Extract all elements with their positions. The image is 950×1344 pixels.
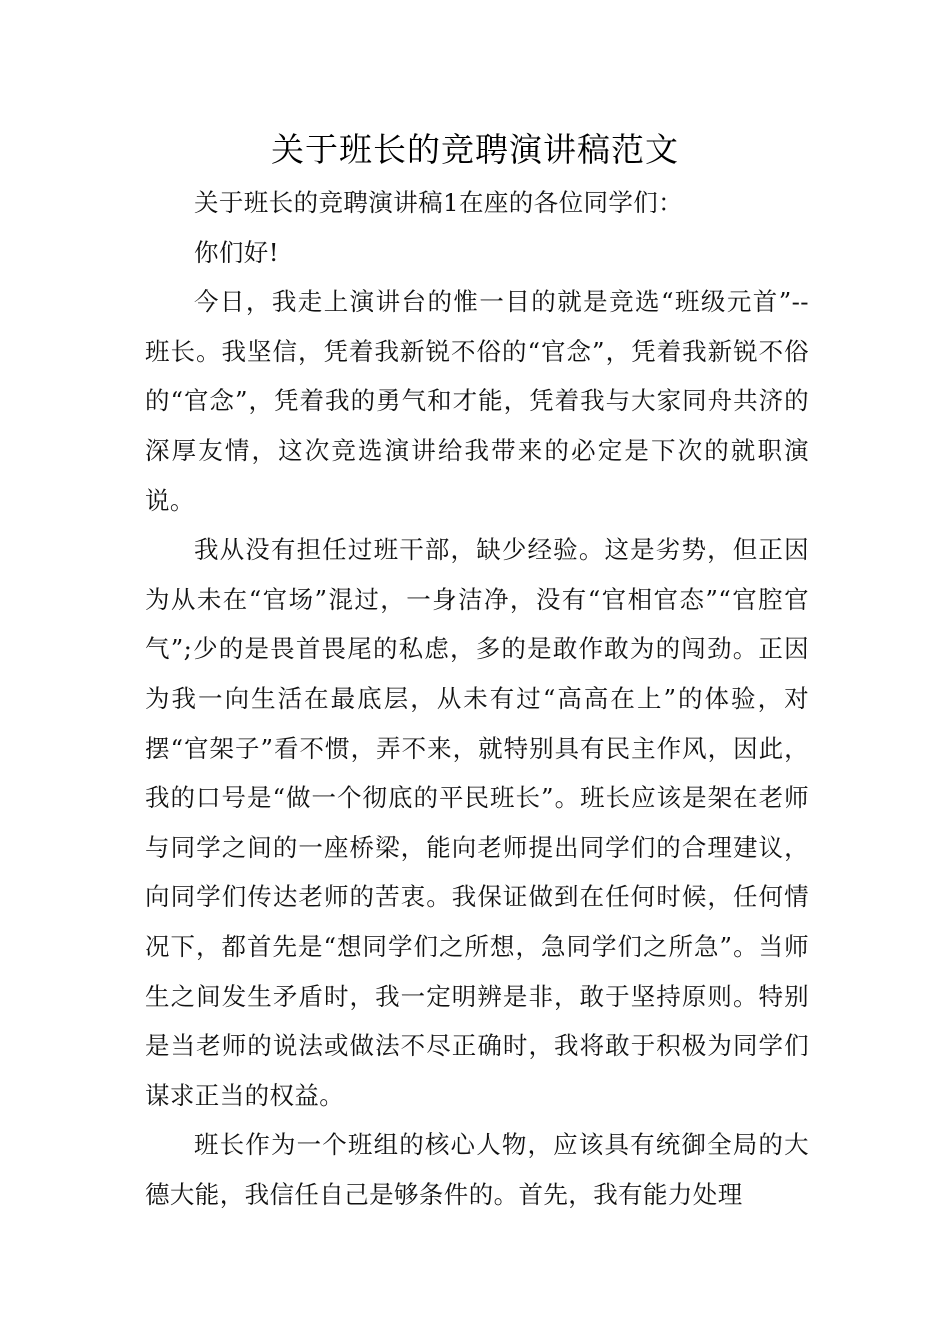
paragraph-greeting: 你们好! — [194, 237, 279, 267]
paragraph-qualities: 班长作为一个班组的核心人物，应该具有统御全局的大德大能，我信任自己是够条件的。首先，我有能力处理 — [145, 1130, 809, 1209]
document-body — [145, 178, 809, 1219]
paragraph-purpose: 今日，我走上演讲台的惟一目的就是竞选“班级元首”--班长。我坚信，凭着我新锐不俗的“官念”，凭着我新锐不俗的“官念”，凭着我的勇气和才能，凭着我与大家同舟共济的深厚友情，这次竞选演讲给我带来的必定是下次的就职演说。 — [145, 287, 809, 515]
paragraph-experience: 我从没有担任过班干部，缺少经验。这是劣势，但正因为从未在“官场”混过，一身洁净，没有“官相官态”“官腔官气”;少的是畏首畏尾的私虑，多的是敢作敢为的闯劲。正因为我一向生活在最底层，从未有过“高高在上”的体验，对摆“官架子”看不惯，弄不来，就特别具有民主作风，因此，我的口号是“做一个彻底的平民班长”。班长应该是架在老师与同学之间的一座桥梁，能向老师提出同学们的合理建议，向同学们传达老师的苦衷。我保证做到在任何时候，任何情况下，都首先是“想同学们之所想，急同学们之所急”。当师生之间发生矛盾时，我一定明辨是非，敢于坚持原则。特别是当老师的说法或做法不尽正确时，我将敢于积极为同学们谋求正当的权益。 — [145, 535, 809, 1110]
paragraph-greeting-heading: 关于班长的竞聘演讲稿1在座的各位同学们： — [194, 188, 684, 217]
document-title: 关于班长的竞聘演讲稿范文 — [271, 130, 679, 169]
